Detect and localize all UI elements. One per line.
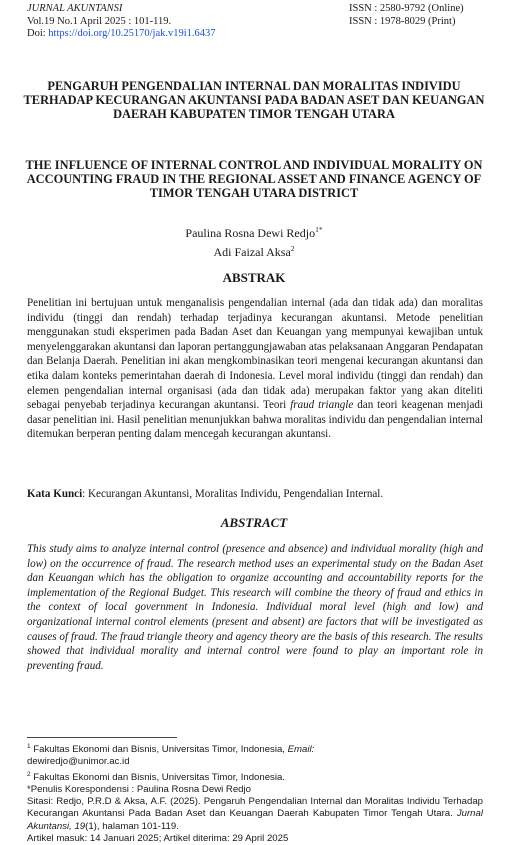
author-2 bbox=[0, 241, 508, 260]
corresponding-author: *Penulis Korespondensi : Paulina Rosna Dewi Redjo bbox=[27, 783, 251, 795]
citation-text: Sitasi: Redjo, P.R.D & Aksa, A.F. (2025). Pengaruh Pengendalian Internal dan Moralitas Individu Terhadap Kecurangan Akuntansi Pada Badan Aset dan Keuangan Daerah Kabupaten Timor Tengah Utara. bbox=[27, 796, 483, 820]
email-label: Email: bbox=[287, 744, 315, 756]
issn-info bbox=[349, 3, 464, 28]
author-name: Paulina Rosna Dewi Redjo bbox=[185, 226, 316, 240]
author-mark: 1* bbox=[315, 225, 323, 234]
abstrak-text bbox=[27, 296, 483, 442]
author-1 bbox=[0, 222, 508, 241]
footnote-text: Fakultas Ekonomi dan Bisnis, Universitas Timor, Indonesia. bbox=[30, 771, 285, 783]
footnote-mark: 1 bbox=[27, 743, 31, 750]
keywords-label: Kata Kunci bbox=[27, 488, 83, 500]
footnote-mark: 2 bbox=[27, 770, 31, 778]
volume-line: Vol.19 No.1 April 2025 : 101-119. bbox=[27, 15, 172, 27]
doi-link[interactable]: https://doi.org/10.25170/jak.v19i1.6437 bbox=[48, 28, 216, 39]
citation-journal: Jurnal Akuntansi, 19 bbox=[27, 808, 483, 832]
journal-header bbox=[27, 3, 494, 51]
author-mark: 2 bbox=[290, 244, 295, 253]
abstract-text: This study aims to analyze internal control (presence and absence) and individual morality (high and low) on the occurrence of fraud. The research method uses an experimental study on the Badan Aset dan Keuangan which has the obligation to organize accounting and accountability reports for the implementation of the Regional Budget. This research will combine the theory of fraud and ethics in the context of local government in Indonesia. Individual moral level (high and low) and organizational internal control elements (present and absent) are factors that will be investigated as causes of fraud. The fraud triangle theory and agency theory are the basis of this research. The results showed that individual morality and internal control were found to play an important role in preventing fraud. bbox=[27, 543, 483, 672]
doi-line bbox=[27, 28, 216, 41]
issn-online: ISSN : 2580-9792 (Online) bbox=[349, 3, 464, 14]
abstract-heading: ABSTRACT bbox=[220, 515, 288, 530]
author-name: Adi Faizal Aksa bbox=[213, 245, 291, 259]
article-dates: Artikel masuk: 14 Januari 2025; Artikel diterima: 29 April 2025 bbox=[27, 832, 289, 844]
abstrak-italic-term: fraud triangle bbox=[290, 399, 354, 412]
author-list bbox=[0, 222, 508, 260]
footnote-text: Fakultas Ekonomi dan Bisnis, Universitas Timor, Indonesia, bbox=[30, 744, 288, 756]
doi-label: Doi: bbox=[27, 28, 49, 39]
citation-text: (1), halaman 101-119. bbox=[85, 820, 179, 832]
author-email[interactable]: dewiredjo@unimor.ac.id bbox=[27, 756, 130, 768]
footnote-2 bbox=[27, 769, 483, 784]
title-english: THE INFLUENCE OF INTERNAL CONTROL AND INDIVIDUAL MORALITY ON ACCOUNTING FRAUD IN THE REGIONAL ASSET AND FINANCE AGENCY OF TIMOR TENGAH UTARA DISTRICT bbox=[25, 158, 483, 200]
citation bbox=[27, 796, 483, 833]
abstrak-heading: ABSTRAK bbox=[222, 270, 286, 285]
title-indonesian: PENGARUH PENGENDALIAN INTERNAL DAN MORALITAS INDIVIDU TERHADAP KECURANGAN AKUNTANSI PADA BADAN ASET DAN KEUANGAN DAERAH KABUPATEN TIMOR TENGAH UTARA bbox=[23, 79, 485, 121]
footnote-divider bbox=[27, 737, 177, 738]
footnotes bbox=[27, 741, 483, 845]
footnote-1 bbox=[27, 741, 483, 756]
journal-info bbox=[27, 3, 216, 41]
journal-name: JURNAL AKUNTANSI bbox=[27, 3, 123, 14]
keywords-text: : Kecurangan Akuntansi, Moralitas Individu, Pengendalian Internal. bbox=[82, 488, 384, 500]
abstrak-text-part: dan teori keagenan menjadi dasar penelitian ini. Hasil penelitian menunjukkan bahwa moralitas individu dan pengendalian internal ditemukan berperan penting dalam mencegah kecurangan akuntansi. bbox=[27, 399, 483, 441]
keywords bbox=[27, 487, 483, 502]
issn-print: ISSN : 1978-8029 (Print) bbox=[349, 15, 456, 27]
abstrak-text-part: Penelitian ini bertujuan untuk menganalisis pengendalian internal (ada dan tidak ada) dan moralitas individu (tinggi dan rendah) terhadap terjadinya kecurangan akuntansi. Metode penelitian menggunakan studi eksperimen pada Badan Aset dan Keuangan yang mempunyai kewajiban untuk menyelenggarakan akuntansi dan laporan pertanggungjawaban atas pelaksanaan Anggaran Pendapatan dan Belanja Daerah. Penelitian ini akan mengkombinasikan teori mengenai kecurangan akuntansi dan etika dalam konteks pemerintahan daerah di Indonesia. Level moral individu (tinggi dan rendah) dan elemen pengendalian internal organisasi (ada dan tidak ada) merupakan faktor yang akan diteliti sebagai penyebab terjadinya kecurangan akuntansi. Teori bbox=[27, 297, 483, 412]
